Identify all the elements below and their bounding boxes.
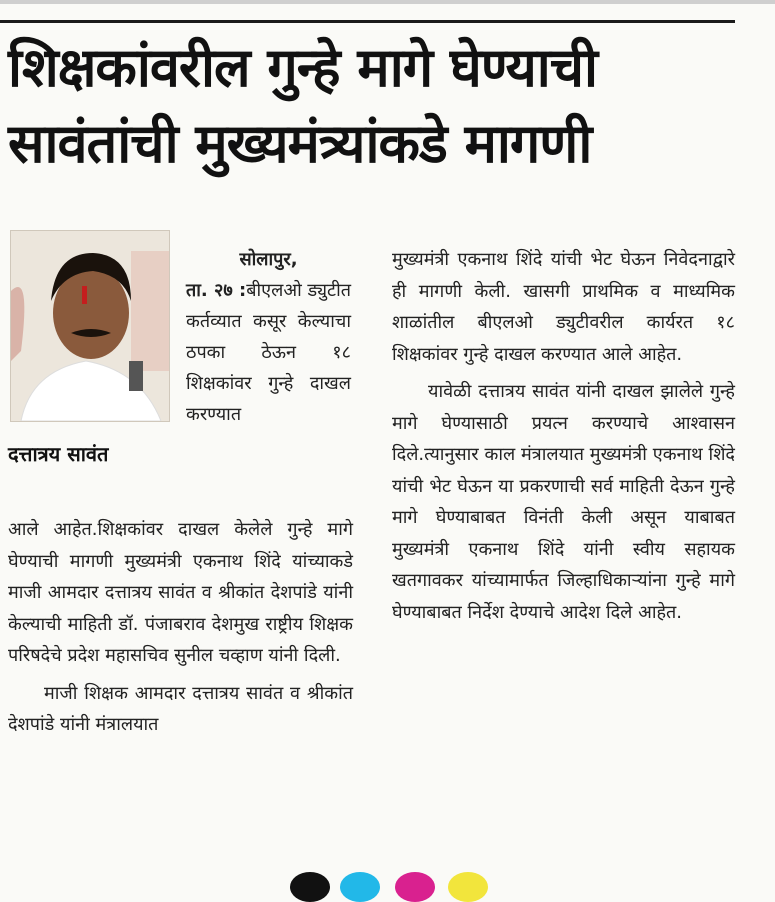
registration-mark-black	[290, 872, 330, 902]
headline-line-1: शिक्षकांवरील गुन्हे मागे घेण्याची	[8, 36, 598, 99]
portrait-illustration	[11, 231, 169, 421]
dateline-block	[186, 244, 351, 430]
column-2-body	[392, 244, 735, 628]
col1-paragraph-1: आले आहेत.शिक्षकांवर दाखल केलेले गुन्हे मागे घेण्याची मागणी मुख्यमंत्री एकनाथ शिंदे यांच्याकडे माजी आमदार दत्तात्रय सावंत व श्रीकांत देशपांडे यांनी केल्याची माहिती डॉ. पंजाबराव देशमुख राष्ट्रीय शिक्षक परिषदेचे प्रदेश महासचिव सुनील चव्हाण यांनी दिली.	[8, 519, 353, 666]
headline-line-2: सावंतांची मुख्यमंत्र्यांकडे मागणी	[8, 112, 592, 175]
article-headline	[8, 30, 768, 182]
col2-paragraph-1: मुख्यमंत्री एकनाथ शिंदे यांची भेट घेऊन निवेदनाद्वारे ही मागणी केली. खासगी प्राथमिक व माध्यमिक शाळांतील बीएलओ ड्युटीवरील कार्यरत १८ शिक्षकांवर गुन्हे दाखल करण्यात आले आहेत.	[392, 249, 735, 365]
photo-caption: दत्तात्रय सावंत	[8, 442, 109, 466]
portrait-photo	[10, 230, 170, 422]
col2-paragraph-2: यावेळी दत्तात्रय सावंत यांनी दाखल झालेले गुन्हे मागे घेण्यासाठी प्रयत्न करण्याचे आश्वासन दिले.त्यानुसार काल मंत्रालयात मुख्यमंत्री एकनाथ शिंदे यांची भेट घेऊन या प्रकरणाची सर्व माहिती देऊन गुन्हे मागे घेण्याबाबत विनंती केली असून याबाबत मुख्यमंत्री एकनाथ शिंदे यांनी स्वीय सहायक खतगावकर यांच्यामार्फत जिल्हाधिकाऱ्यांना गुन्हे मागे घेण्याबाबत निर्देश देण्याचे आदेश दिले आहेत.	[392, 381, 735, 623]
print-registration-marks	[0, 872, 775, 887]
col1-paragraph-2: माजी शिक्षक आमदार दत्तात्रय सावंत व श्रीकांत देशपांडे यांनी मंत्रालयात	[8, 682, 353, 735]
headline-rule	[0, 20, 735, 23]
dateline-date: ता. २७ :	[186, 280, 247, 301]
lead-text: बीएलओ ड्युटीत कर्तव्यात कसूर केल्याचा ठपका ठेऊन १८ शिक्षकांवर गुन्हे दाखल करण्यात	[186, 280, 352, 425]
dateline-city: सोलापुर,	[239, 249, 298, 270]
registration-mark-cyan	[340, 872, 380, 902]
column-1-body	[8, 514, 353, 741]
registration-mark-magenta	[395, 872, 435, 902]
registration-mark-yellow	[448, 872, 488, 902]
page-top-border	[0, 0, 775, 4]
